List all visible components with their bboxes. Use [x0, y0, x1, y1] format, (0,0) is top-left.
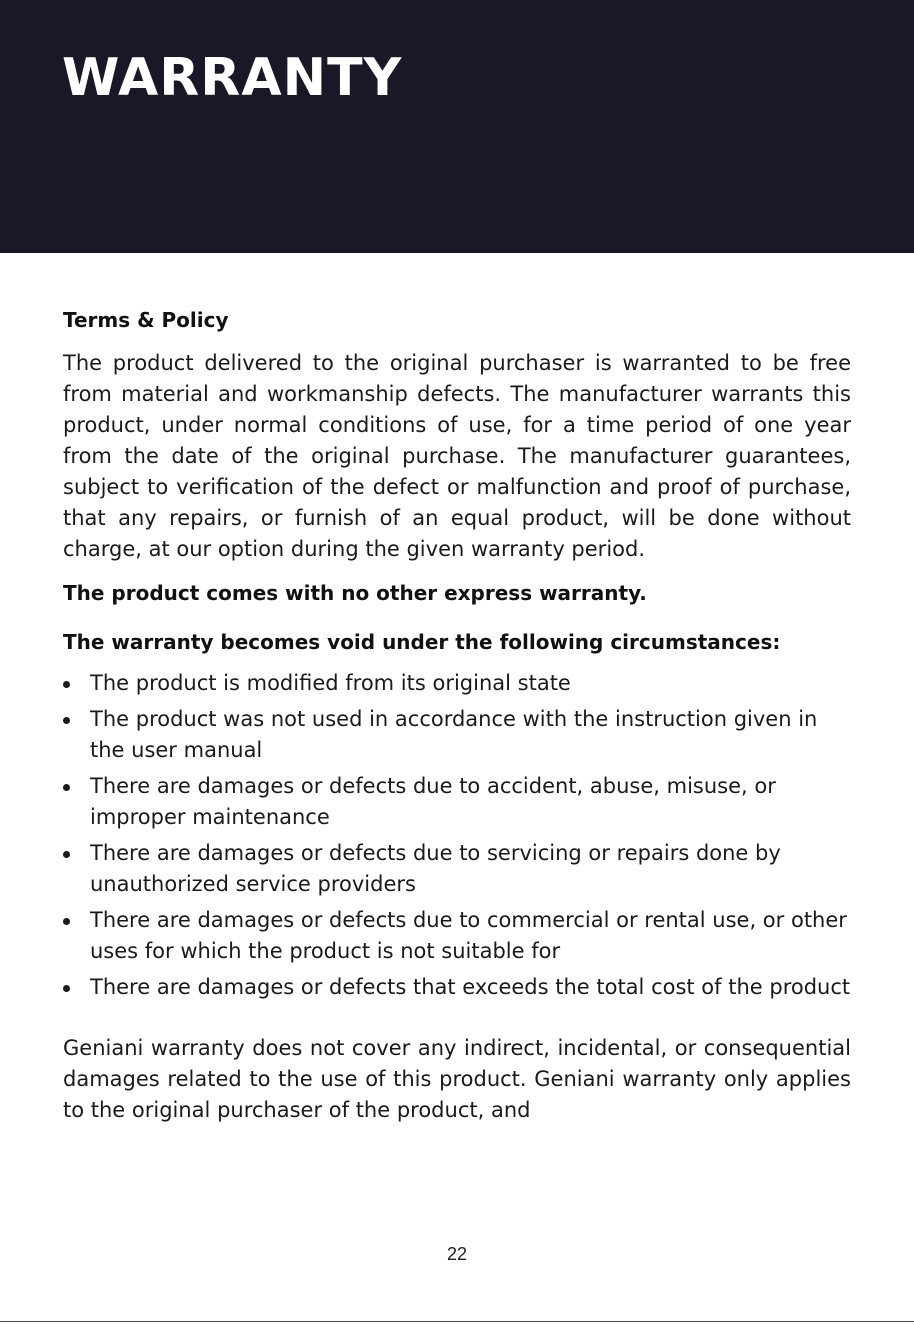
terms-paragraph: The product delivered to the original purchaser is warranted to be free from material and workmanship defects. The manufacturer warrants this product, under normal conditions of use, for a time period of one year from the date of the original purchase. The manufacturer guarantees, subject to verification of the defect or malfunction and proof of purchase, that any repairs, or furnish of an equal product, will be done without charge, at our option during the given warranty period. [63, 351, 851, 561]
void-conditions-list [63, 668, 851, 1003]
list-item [63, 704, 851, 766]
bullet-icon [63, 985, 70, 992]
list-item-text: There are damages or defects due to commercial or rental use, or other uses for which the product is not suitable for [90, 908, 847, 963]
bullet-icon [63, 918, 70, 925]
header-band [0, 0, 914, 253]
list-item [63, 972, 851, 1003]
list-item [63, 771, 851, 833]
list-item-text: There are damages or defects due to accident, abuse, misuse, or improper maintenance [90, 774, 776, 829]
express-warranty-statement: The product comes with no other express warranty. [63, 581, 647, 605]
warranty-content [63, 306, 851, 1126]
list-item [63, 668, 851, 699]
bullet-icon [63, 851, 70, 858]
page-title: WARRANTY [62, 48, 403, 108]
bullet-icon [63, 681, 70, 688]
list-item [63, 905, 851, 967]
void-conditions-heading: The warranty becomes void under the following circumstances: [63, 630, 781, 654]
bullet-icon [63, 784, 70, 791]
page-number: 22 [446, 1244, 468, 1264]
terms-heading: Terms & Policy [63, 308, 229, 332]
list-item-text: The product is modified from its original state [90, 671, 571, 695]
list-item-text: The product was not used in accordance with the instruction given in the user manual [90, 707, 818, 762]
list-item-text: There are damages or defects due to servicing or repairs done by unauthorized service providers [90, 841, 781, 896]
bottom-divider [0, 1321, 914, 1322]
list-item [63, 838, 851, 900]
list-item-text: There are damages or defects that exceeds the total cost of the product [90, 975, 851, 999]
bullet-icon [63, 717, 70, 724]
closing-paragraph: Geniani warranty does not cover any indirect, incidental, or consequential damages related to the use of this product. Geniani warranty only applies to the original purchaser of the product, and [63, 1036, 851, 1122]
